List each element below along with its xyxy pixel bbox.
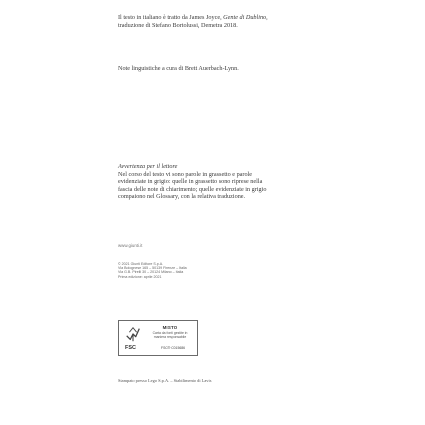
reader-notice-line: evidenziate in grigio: quelle in grassetto sono riprese nella [118, 178, 263, 186]
source-note-line-1 [118, 14, 338, 22]
copyright-line: Via G.B. Pirelli 30 – 20124 Milano – Italia [118, 270, 184, 275]
publisher-url: www.giunti.it [118, 243, 143, 248]
notes-credit [118, 65, 338, 73]
source-note [118, 14, 338, 29]
reader-notice-line: fascia delle note di chiarimento; quelle evidenziate in grigio [118, 185, 267, 193]
copyright-line: Prima edizione: aprile 2021 [118, 274, 162, 279]
fsc-wordmark: FSC [125, 345, 136, 351]
copyright-line: © 2021 Giunti Editore S.p.A. [118, 262, 164, 266]
reader-notice-line: Nel corso del testo vi sono parole in grassetto e parole [118, 170, 253, 178]
reader-notice-line: compaiono nel Glossary, con la relativa traduzione. [118, 193, 246, 201]
source-note-text: Il testo in italiano è tratto da James Joyce, [118, 14, 224, 21]
fsc-tree-check-icon [124, 325, 142, 343]
copyright-block [118, 262, 218, 279]
copyright-line: Via Bolognese 165 – 50139 Firenze – Italia [118, 266, 187, 271]
source-book-title: Gente di Dublino, [223, 14, 268, 21]
notes-credit-text: Note linguistiche a cura di Brett Auerbach-Lynn. [118, 65, 239, 72]
fsc-label-mix: MISTO [162, 325, 178, 330]
fsc-license-code: FSC® C015686 [161, 346, 185, 350]
fsc-certification-logo [118, 320, 198, 356]
printer-line: Stampato presso Lego S.p.A. – Stabilimento di Lavis [118, 378, 212, 383]
fsc-label-text [147, 325, 193, 343]
reader-notice-heading: Avvertenza per il lettore [118, 163, 178, 170]
fsc-label-description: Carta da fonti gestite in maniera responsabile [152, 331, 188, 339]
source-note-line-2: traduzione di Stefano Bortolussi, Demetra 2018. [118, 21, 238, 29]
reader-notice [118, 163, 338, 201]
